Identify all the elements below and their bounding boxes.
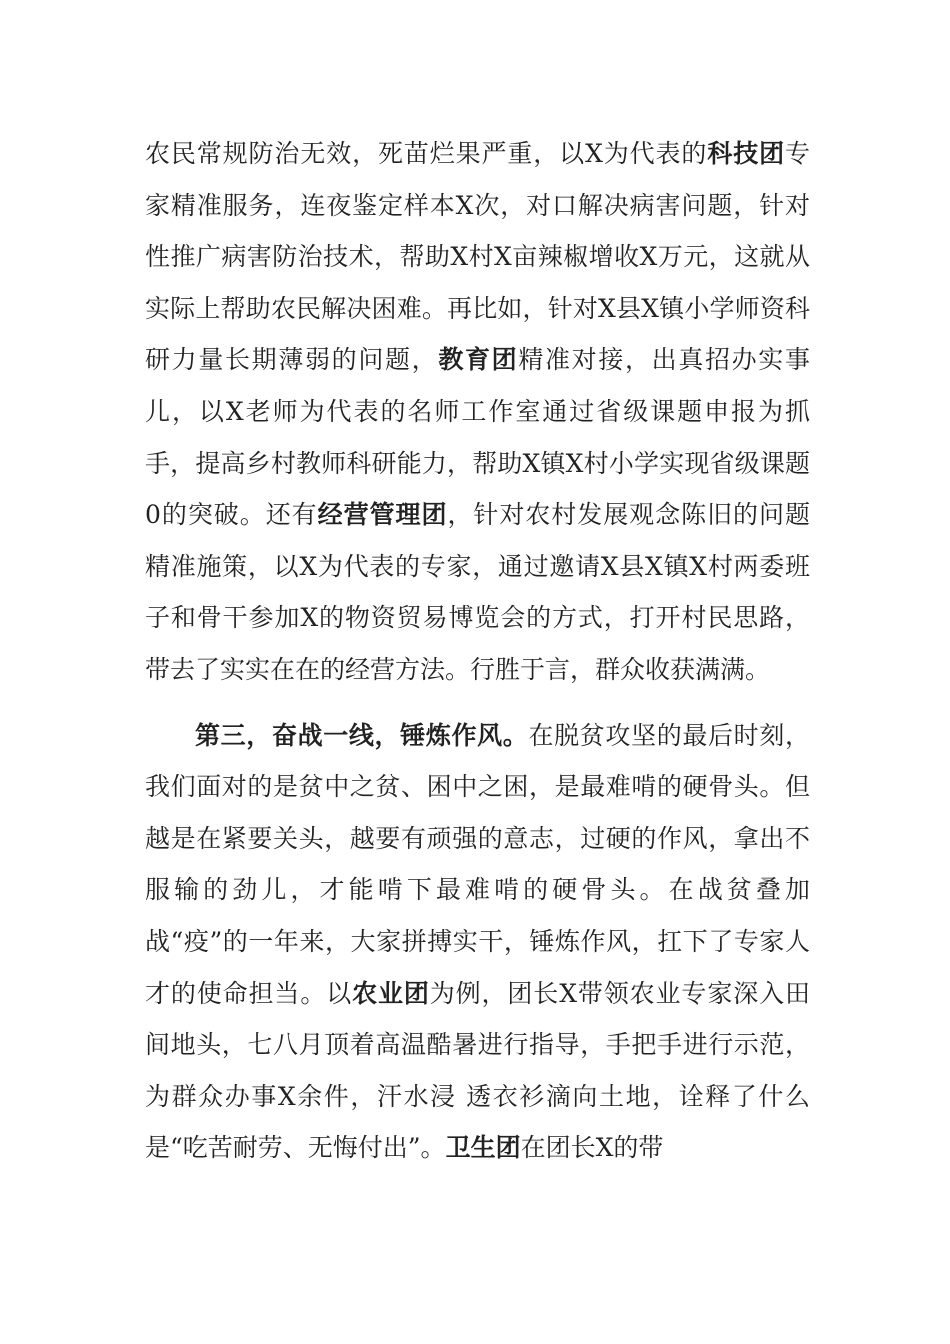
paragraph-1-text-4: ，针对农村发展观念陈旧的问题精准施策，以X为代表的专家，通过邀请X县X镇X村两委班子和骨干参加X的物资贸易博览会的方式，打开村民思路，带去了实实在在的经营方法。行胜于言，群众收获满满。 xyxy=(145,500,810,684)
bold-term-keji-tuan: 科技团 xyxy=(707,139,785,168)
bold-term-weisheng-tuan: 卫生团 xyxy=(445,1133,521,1163)
paragraph-1-text-3: 精准对接，出真招办实事儿，以X老师为代表的名师工作室通过省级课题申报为抓手，提高乡村教师科研能力，帮助X镇X村小学实现省级课题0的突破。还有 xyxy=(145,345,810,530)
paragraph-2-text-2: 为例，团长X带领农业专家深入田间地头，七八月顶着高温酷暑进行指导，手把手进行示范，为群众办事X余件，汗水浸 透衣衫滴向土地，诠释了什么是“吃苦耐劳、无悔付出”。 xyxy=(145,978,810,1163)
bold-term-nongye-tuan: 农业团 xyxy=(352,978,430,1008)
paragraph-1-text-2: 专家精准服务，连夜鉴定样本X次，对口解决病害问题，针对性推广病害防治技术，帮助X村X亩辣椒增收X万元，这就从实际上帮助农民解决困难。再比如，针对X县X镇小学师资科研力量长期薄弱的问题， xyxy=(145,139,810,375)
paragraph-2-text-3: 在团长X的带 xyxy=(520,1133,664,1163)
paragraph-2-text-1: 在脱贫攻坚的最后时刻，我们面对的是贫中之贫、困中之困，是最难啃的硬骨头。但越是在紧要关头，越要有顽强的意志，过硬的作风，拿出不服输的劲儿，才能啃下最难啃的硬骨头。在战贫叠加战“疫”的一年来，大家拼搏实干，锤炼作风，扛下了专家人才的使命担当。以 xyxy=(145,720,810,1008)
bold-term-jiaoyu-tuan: 教育团 xyxy=(438,345,519,375)
paragraph-2 xyxy=(145,710,810,1174)
section-heading-third: 第三，奋战一线，锤炼作风。 xyxy=(195,720,529,750)
paragraph-1 xyxy=(145,128,810,696)
bold-term-jingying-guanli-tuan: 经营管理团 xyxy=(317,500,448,530)
paragraph-1-text-1: 农民常规防治无效，死苗烂果严重，以X为代表的 xyxy=(145,139,708,168)
document-body xyxy=(145,128,810,1174)
